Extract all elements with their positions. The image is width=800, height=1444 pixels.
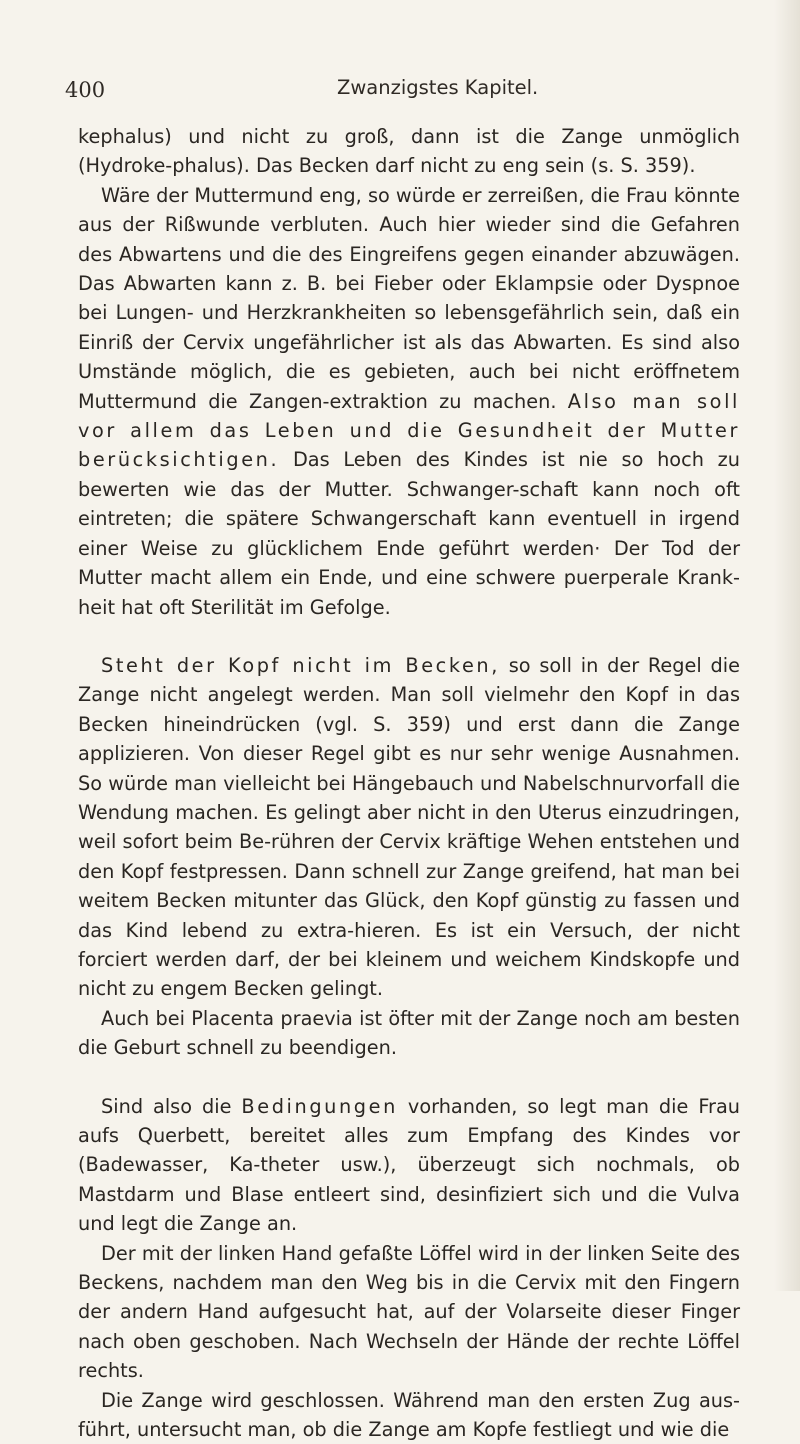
spaced-emphasis: Bedingungen xyxy=(241,1094,398,1118)
running-title: Zwanzigstes Kapitel. xyxy=(337,76,539,99)
paragraph-text: Auch bei Placenta praevia ist öfter mit der Zange noch am besten die Geburt schnell zu beendigen. xyxy=(78,1006,740,1060)
paragraph-text: vorhanden, so legt man die Frau aufs Querbett, bereitet alles zum Empfang des Kindes vor (Badewasser, Ka-theter usw.), überzeugt sich nochmals, ob Mastdarm und Blase entleert sind, desinfiziert sich und die Vulva und legt die Zange an. xyxy=(78,1094,740,1236)
spaced-emphasis: Steht der Kopf nicht im Becken, xyxy=(101,653,500,677)
paragraph-5 xyxy=(78,1092,740,1239)
paragraph-text: kephalus) und nicht zu groß, dann ist die Zange unmöglich (Hydroke-phalus). Das Becken darf nicht zu eng sein (s. S. 359). xyxy=(78,125,740,178)
paragraph-2 xyxy=(78,181,740,622)
paragraph-6 xyxy=(78,1239,740,1386)
paragraph-text: Der mit der linken Hand gefaßte Löffel wird in der linken Seite des Beckens, nachdem man den Weg bis in die Cervix mit den Fingern der andern Hand aufgesucht hat, auf der Volarseite dieser Finger nach oben geschoben. Nach Wechseln der Hände der rechte Löffel rechts. xyxy=(78,1241,740,1383)
paragraph-3 xyxy=(78,651,740,1004)
paragraph-text-lead: Sind also die xyxy=(101,1094,232,1118)
page-number: 400 xyxy=(65,78,106,102)
body-text xyxy=(78,122,740,1444)
paragraph-text: Wäre der Muttermund eng, so würde er zerreißen, die Frau könnte aus der Rißwunde verbluten. Auch hier wieder sind die Gefahren des Abwartens und die des Eingreifens gegen einander abzuwägen. Das Abwarten kann z. B. bei Fieber oder Eklampsie oder Dyspnoe bei Lungen- und Herzkrankheiten so lebensgefährlich sein, daß ein Einriß der Cervix ungefährlicher ist als das Abwarten. Es sind also Umstände möglich, die es gebieten, auch bei nicht eröffnetem Muttermund die Zangen-extraktion zu machen. xyxy=(78,183,740,413)
spaced-emphasis: Also man soll vor allem das Leben und die Gesundheit der Mutter berücksichtigen. xyxy=(78,389,740,472)
page-edge-shadow xyxy=(774,0,800,1291)
paragraph-text: so soll in der Regel die Zange nicht angelegt werden. Man soll vielmehr den Kopf in das Becken hineindrücken (vgl. S. 359) und erst dann die Zange applizieren. Von dieser Regel gibt es nur sehr wenige Ausnahmen. So würde man vielleicht bei Hängebauch und Nabelschnurvorfall die Wendung machen. Es gelingt aber nicht in den Uterus einzudringen, weil sofort beim Be-rühren der Cervix kräftige Wehen entstehen und den Kopf festpressen. Dann schnell zur Zange greifend, hat man bei weitem Becken mitunter das Glück, den Kopf günstig zu fassen und das Kind lebend zu extra-hieren. Es ist ein Versuch, der nicht forciert werden darf, der bei kleinem und weichem Kindskopfe und nicht zu engem Becken gelingt. xyxy=(78,653,740,1001)
paragraph-4 xyxy=(78,1004,740,1063)
page-header xyxy=(65,76,735,106)
paragraph-text-tail: Das Leben des Kindes ist nie so hoch zu bewerten wie das der Mutter. Schwanger-schaft kann noch oft eintreten; die spätere Schwangerschaft kann eventuell in irgend einer Weise zu glücklichem Ende geführt werden· Der Tod der Mutter macht allem ein Ende, und eine schwere puerperale Krank-heit hat oft Sterilität im Gefolge. xyxy=(78,448,740,619)
paragraph-text: Die Zange wird geschlossen. Während man den ersten Zug aus-führt, untersucht man, ob die Zange am Kopfe festliegt und wie die xyxy=(78,1388,740,1442)
paragraph-1 xyxy=(78,122,740,181)
paragraph-7 xyxy=(78,1386,740,1444)
